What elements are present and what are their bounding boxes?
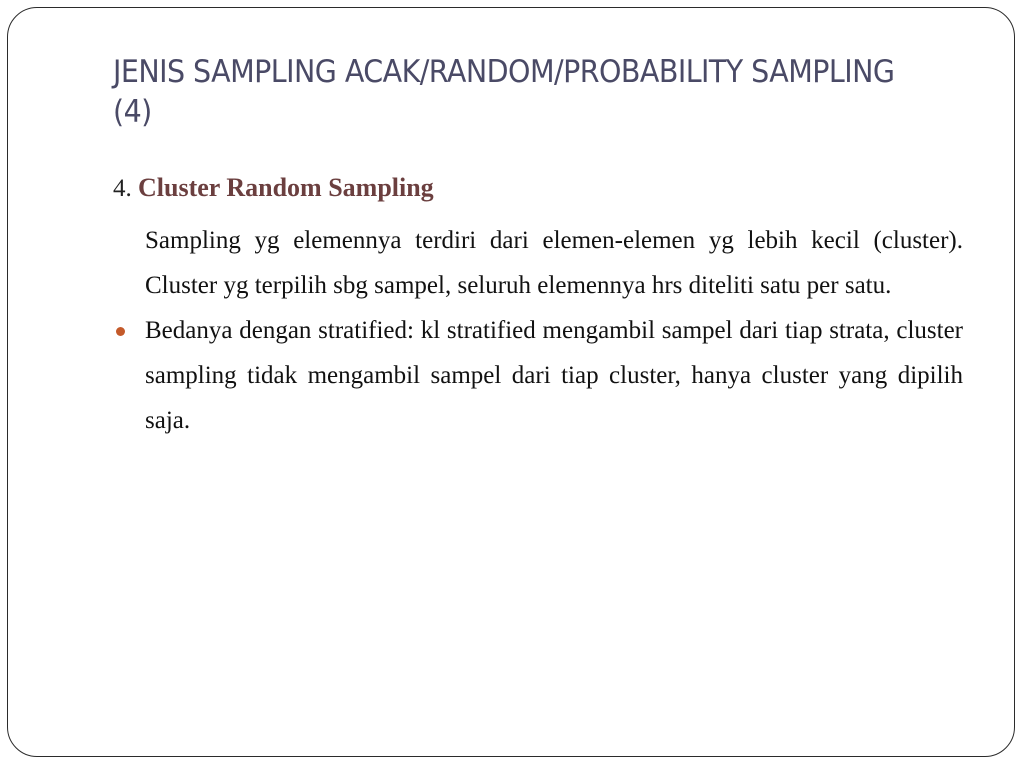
bullet-text: Bedanya dengan stratified: kl stratified mengambil sampel dari tiap strata, cluster sampling tidak mengambil sampel dari tiap cluster, hanya cluster yang dipilih saja.: [145, 317, 963, 434]
item-description: Sampling yg elemennya terdiri dari elemen-elemen yg lebih kecil (cluster). Cluster yg terpilih sbg sampel, seluruh elemennya hrs diteliti satu per satu.: [145, 227, 963, 299]
item-heading: [113, 168, 963, 208]
slide-content: [113, 168, 963, 443]
bullet-dot-icon: [116, 327, 125, 336]
slide-title: JENIS SAMPLING ACAK/RANDOM/PROBABILITY SAMPLING (4): [113, 54, 895, 130]
item-number: 4.: [113, 175, 132, 202]
item-heading-label: Cluster Random Sampling: [138, 173, 434, 202]
bullet-item: [113, 308, 963, 443]
